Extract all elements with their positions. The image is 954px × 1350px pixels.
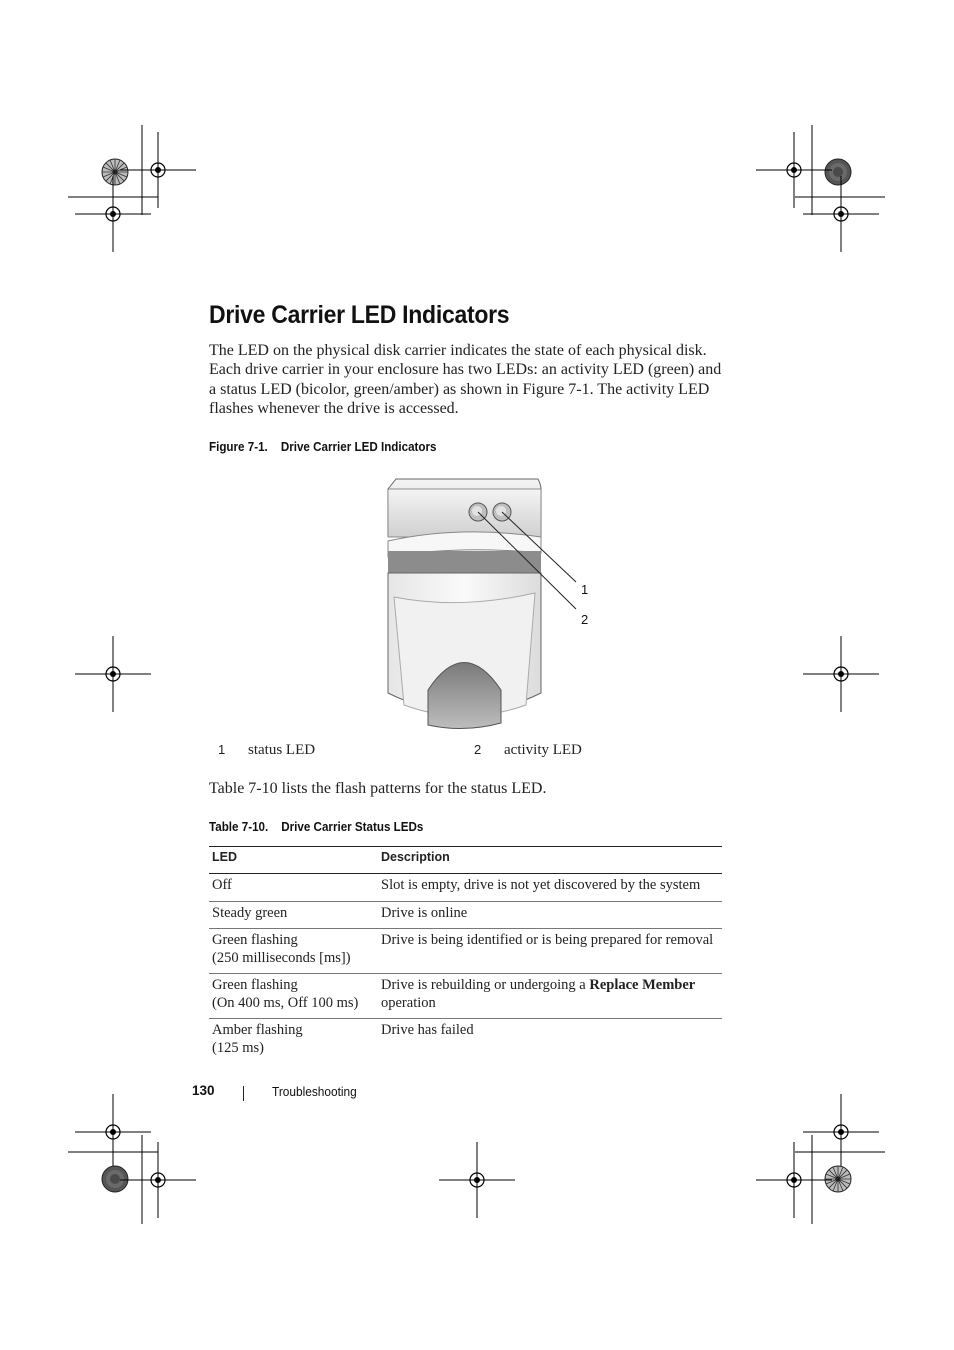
footer-divider [243, 1086, 244, 1101]
led-timing: (125 ms) [212, 1039, 264, 1056]
footer-section-title: Troubleshooting [272, 1085, 357, 1099]
table-caption [209, 820, 423, 834]
led-cell [209, 974, 378, 1019]
table-label: Table 7-10. [209, 820, 269, 834]
description-text: Drive is rebuilding or undergoing a [381, 977, 590, 993]
callout-2: 2 [581, 612, 589, 627]
table-row [209, 974, 722, 1019]
callout-1: 1 [581, 582, 589, 597]
drive-carrier-illustration [380, 475, 620, 730]
intro-paragraph: The LED on the physical disk carrier indicates the state of each physical disk. Each drive carrier in your enclosure has two LEDs: an activity LED (green) and a status LED (bicolor, green/amber) as shown in Figure 7-1. The activity LED flashes whenever the drive is accessed. [209, 342, 722, 417]
figure-label: Figure 7-1. [209, 440, 268, 454]
table-row [209, 874, 722, 902]
description-cell: Slot is empty, drive is not yet discovered by the system [378, 874, 722, 902]
table-title: Drive Carrier Status LEDs [281, 820, 424, 834]
table-intro: Table 7-10 lists the flash patterns for the status LED. [209, 780, 547, 797]
legend-number: 1 [218, 742, 226, 757]
description-text-after: operation [381, 994, 436, 1011]
table-row [209, 929, 722, 974]
led-state: Off [212, 877, 232, 893]
table-row [209, 1019, 722, 1064]
led-cell [209, 874, 378, 902]
legend-item [474, 742, 481, 759]
column-header-description: Description [378, 847, 722, 874]
led-timing: (250 milliseconds [ms]) [212, 949, 351, 966]
led-timing: (On 400 ms, Off 100 ms) [212, 994, 359, 1011]
description-cell: Drive has failed [381, 1022, 474, 1038]
led-cell [209, 901, 378, 929]
status-led-table [209, 846, 722, 1063]
description-cell [378, 974, 722, 1019]
section-heading: Drive Carrier LED Indicators [209, 301, 510, 329]
description-cell: Drive is online [378, 901, 722, 929]
figure-caption [209, 440, 437, 454]
column-header-led: LED [209, 847, 378, 874]
led-cell [209, 1019, 378, 1064]
legend-item [218, 742, 225, 759]
table-row [209, 901, 722, 929]
description-cell: Drive is being identified or is being prepared for removal [378, 929, 722, 974]
led-state: Amber flashing [212, 1022, 303, 1038]
table-header-row [209, 847, 722, 874]
legend-text: status LED [248, 742, 316, 758]
figure-title: Drive Carrier LED Indicators [280, 440, 437, 454]
led-state: Green flashing [212, 932, 298, 948]
legend-number: 2 [474, 742, 482, 757]
led-state: Green flashing [212, 977, 298, 993]
page-number: 130 [192, 1083, 215, 1098]
led-state: Steady green [212, 904, 288, 921]
description-emphasis: Replace Member [589, 977, 696, 993]
led-cell [209, 929, 378, 974]
legend-text: activity LED [504, 742, 582, 758]
